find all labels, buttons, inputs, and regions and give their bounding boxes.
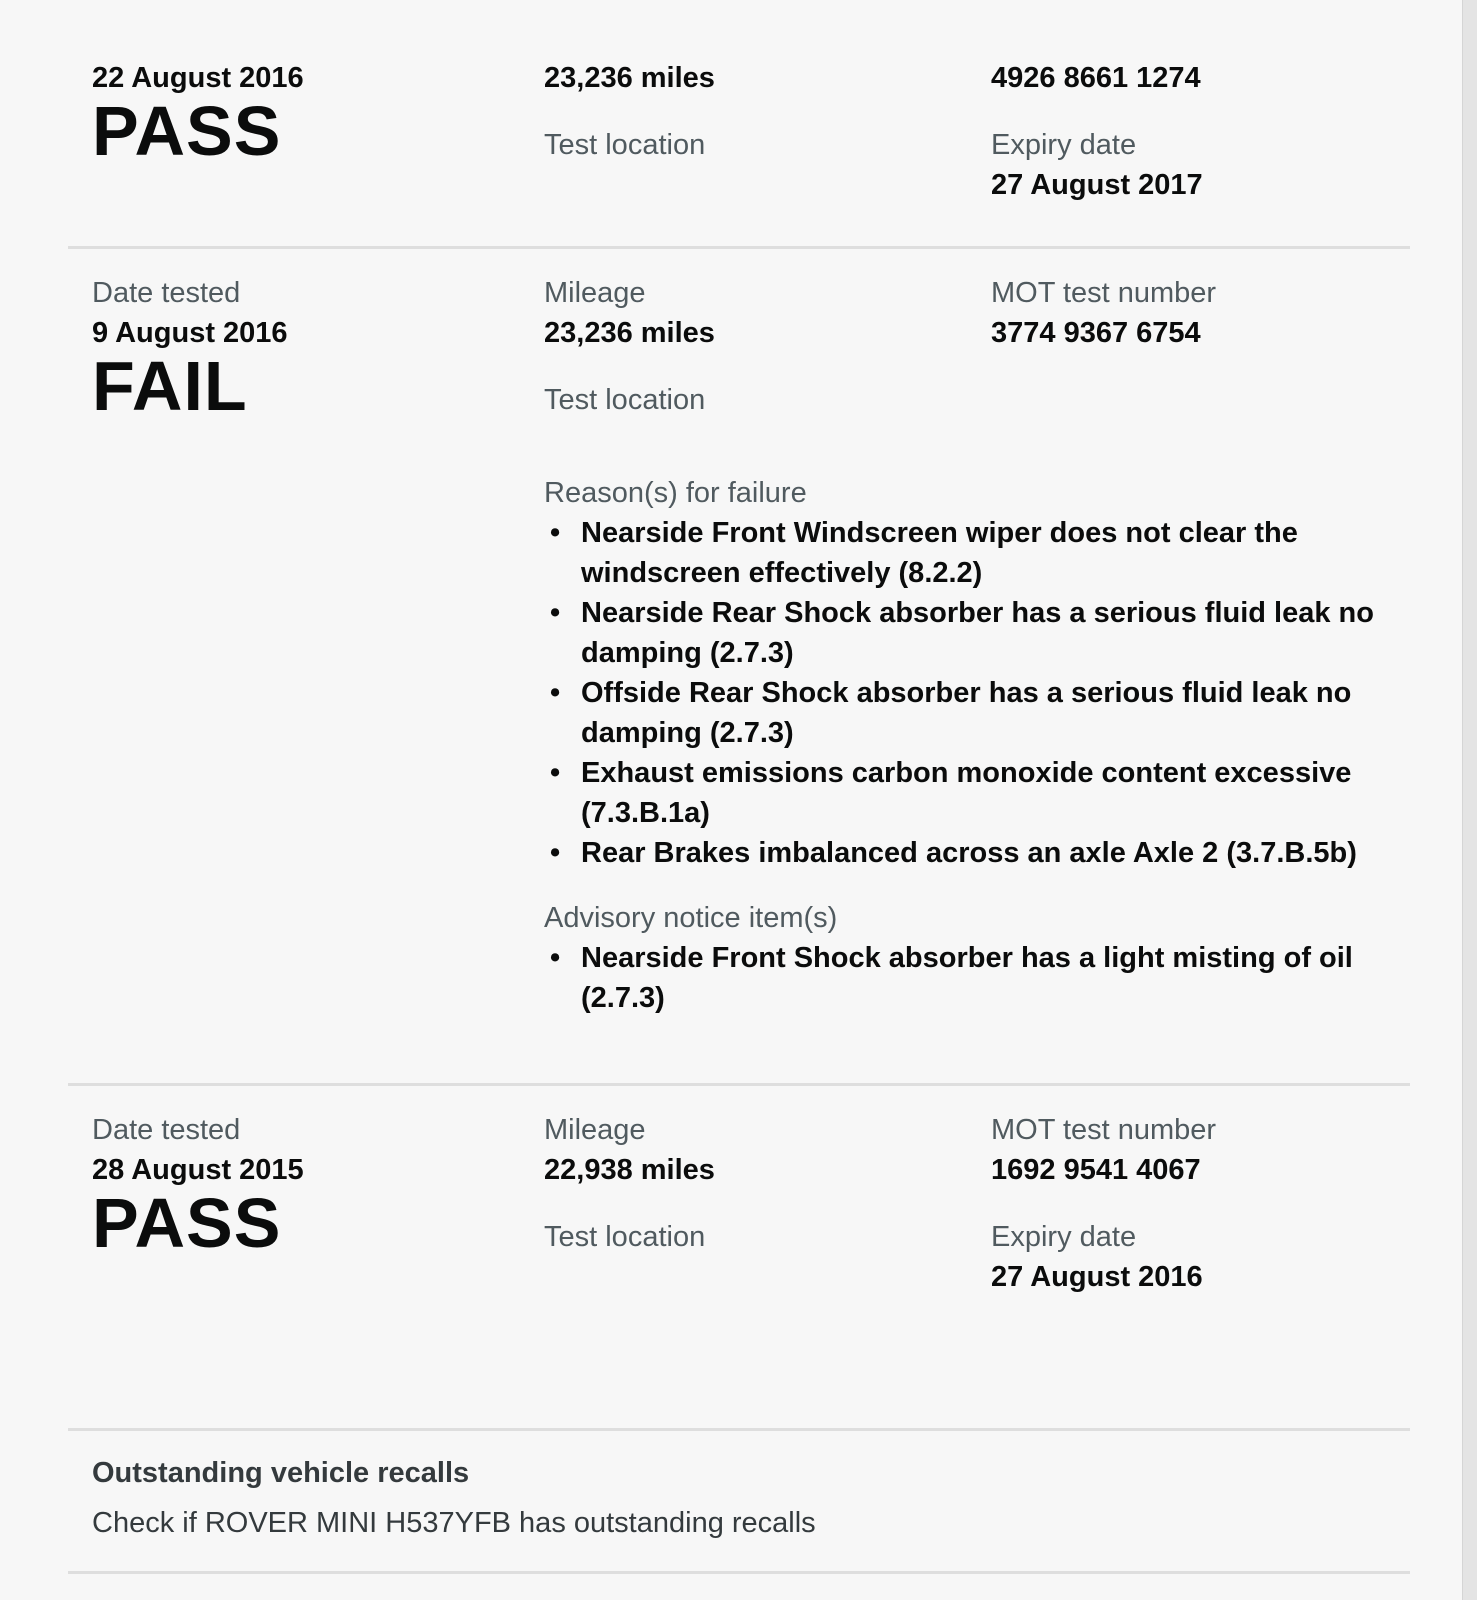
test-number-column — [991, 58, 1401, 205]
test-location-label: Test location — [544, 384, 706, 416]
test-location-label: Test location — [544, 1221, 706, 1253]
bullet-icon: • — [550, 942, 561, 974]
advisory-item-text: Nearside Front Shock absorber has a light misting of oil (2.7.3) — [581, 942, 1353, 1014]
advisory-items-heading: Advisory notice item(s) — [544, 902, 838, 934]
mot-history — [68, 0, 1410, 1574]
failure-reason-text: Exhaust emissions carbon monoxide content excessive (7.3.B.1a) — [581, 757, 1352, 829]
mot-test-number-value: 1692 9541 4067 — [991, 1154, 1201, 1186]
failure-reason-text: Offside Rear Shock absorber has a serious fluid leak no damping (2.7.3) — [581, 677, 1352, 749]
bullet-icon: • — [550, 517, 561, 549]
test-number-column — [991, 1110, 1401, 1297]
recalls-heading: Outstanding vehicle recalls — [92, 1457, 470, 1489]
mileage-label: Mileage — [544, 277, 646, 309]
check-recalls-link[interactable]: Check if ROVER MINI H537YFB has outstanding recalls — [92, 1507, 816, 1539]
date-status-column — [92, 273, 522, 425]
failure-reason-item — [544, 753, 1374, 833]
date-tested-label: Date tested — [92, 1114, 241, 1146]
recalls-content — [92, 1453, 816, 1543]
failure-reason-text: Nearside Front Windscreen wiper does not clear the windscreen effectively (8.2.2) — [581, 517, 1298, 589]
mot-test-number-value: 3774 9367 6754 — [991, 317, 1201, 349]
mot-test-record — [68, 1086, 1410, 1431]
failure-reason-text: Rear Brakes imbalanced across an axle Axle 2 (3.7.B.5b) — [581, 837, 1357, 869]
mot-test-record — [68, 0, 1410, 249]
outstanding-recalls-section — [68, 1431, 1410, 1574]
bullet-icon: • — [550, 597, 561, 629]
test-location-label: Test location — [544, 129, 706, 161]
mot-test-number-label: MOT test number — [991, 277, 1217, 309]
failure-reason-item — [544, 513, 1374, 593]
mileage-value: 22,938 miles — [544, 1154, 715, 1186]
test-number-column — [991, 273, 1401, 353]
failure-reason-item — [544, 833, 1374, 873]
expiry-date-value: 27 August 2017 — [991, 169, 1203, 201]
advisory-item — [544, 938, 1374, 1018]
mileage-value: 23,236 miles — [544, 62, 715, 94]
failure-reasons-heading: Reason(s) for failure — [544, 477, 807, 509]
mileage-column — [544, 58, 974, 165]
expiry-date-value: 27 August 2016 — [991, 1261, 1203, 1293]
advisory-items-list — [544, 938, 1374, 1018]
mileage-column — [544, 273, 1374, 1018]
mileage-value: 23,236 miles — [544, 317, 715, 349]
test-result-status: PASS — [92, 92, 282, 170]
mot-test-record — [68, 249, 1410, 1086]
date-status-column — [92, 58, 522, 170]
mot-test-number-value: 4926 8661 1274 — [991, 62, 1201, 94]
mileage-column — [544, 1110, 974, 1257]
expiry-date-label: Expiry date — [991, 1221, 1137, 1253]
test-result-status: FAIL — [92, 347, 248, 425]
date-tested-value: 22 August 2016 — [92, 62, 304, 94]
date-status-column — [92, 1110, 522, 1262]
bullet-icon: • — [550, 757, 561, 789]
failure-reason-text: Nearside Rear Shock absorber has a serious fluid leak no damping (2.7.3) — [581, 597, 1374, 669]
date-tested-value: 28 August 2015 — [92, 1154, 304, 1186]
bullet-icon: • — [550, 677, 561, 709]
failure-reason-item — [544, 673, 1374, 753]
date-tested-value: 9 August 2016 — [92, 317, 288, 349]
bullet-icon: • — [550, 837, 561, 869]
page-scrollbar-edge — [1462, 0, 1477, 1600]
failure-reasons-list — [544, 513, 1374, 873]
mot-test-number-label: MOT test number — [991, 1114, 1217, 1146]
mileage-label: Mileage — [544, 1114, 646, 1146]
expiry-date-label: Expiry date — [991, 129, 1137, 161]
date-tested-label: Date tested — [92, 277, 241, 309]
failure-reason-item — [544, 593, 1374, 673]
test-result-status: PASS — [92, 1184, 282, 1262]
